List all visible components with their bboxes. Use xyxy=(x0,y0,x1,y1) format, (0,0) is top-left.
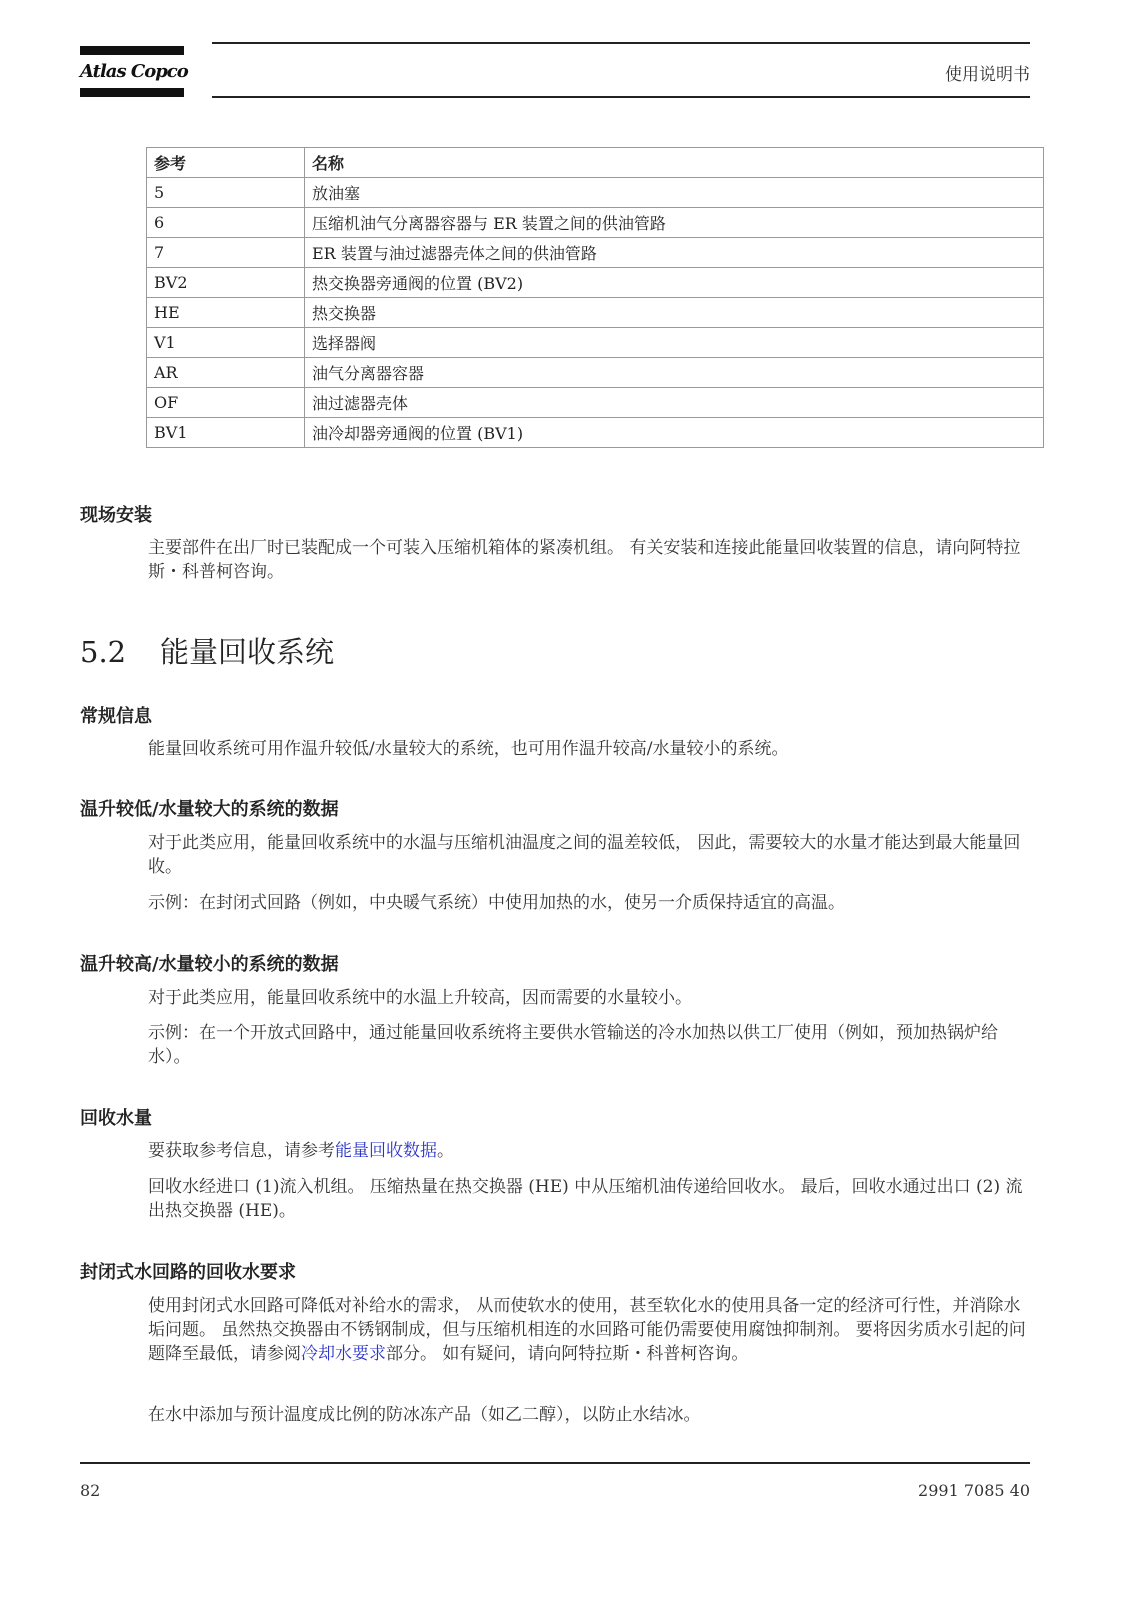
table-header-row xyxy=(147,148,1044,178)
header-title: 使用说明书 xyxy=(945,65,1030,85)
table-cell-ref: V1 xyxy=(147,328,305,358)
closed-loop-text-1-before: 使用封闭式水回路可降低对补给水的需求， 从而使软水的使用，甚至软化水的使用具备一定的经济可行性，并消除水垢问题。 虽然热交换器由不锈钢制成，但与压缩机相连的水回路可能仍需要使用腐蚀抑制剂。 要将因劣质水引起的问题降至最低，请参阅 xyxy=(148,1296,1026,1364)
low-rise-text-2: 示例：在封闭式回路（例如，中央暖气系统）中使用加热的水，使另一介质保持适宜的高温。 xyxy=(148,893,845,913)
table-row xyxy=(147,358,1044,388)
closed-loop-text-2: 在水中添加与预计温度成比例的防冰冻产品（如乙二醇），以防止水结冰。 xyxy=(148,1405,701,1425)
table-cell-name: 选择器阀 xyxy=(305,328,1044,358)
table-cell-name: 放油塞 xyxy=(305,178,1044,208)
header-rule-bottom xyxy=(212,96,1030,98)
table-row xyxy=(147,328,1044,358)
logo-bar-bottom xyxy=(80,88,184,97)
section-number: 5.2 xyxy=(80,635,127,669)
table-header-ref: 参考 xyxy=(147,148,305,178)
table-cell-name: 油过滤器壳体 xyxy=(305,388,1044,418)
table-header-name: 名称 xyxy=(305,148,1044,178)
high-rise-text-2: 示例：在一个开放式回路中，通过能量回收系统将主要供水管输送的冷水加热以供工厂使用（例如，预加热锅炉给水）。 xyxy=(148,1023,998,1067)
cooling-water-requirements-link[interactable]: 冷却水要求 xyxy=(301,1344,386,1364)
recovery-water-text-2: 回收水经进口 (1)流入机组。 压缩热量在热交换器 (HE) 中从压缩机油传递给回收水。 最后，回收水通过出口 (2) 流出热交换器 (HE)。 xyxy=(148,1177,1023,1221)
low-rise-text-1: 对于此类应用，能量回收系统中的水温与压缩机油温度之间的温差较低， 因此，需要较大的水量才能达到最大能量回收。 xyxy=(148,833,1021,877)
site-install-heading: 现场安装 xyxy=(80,505,152,526)
table-row xyxy=(147,388,1044,418)
atlas-copco-logo xyxy=(80,46,188,97)
general-text: 能量回收系统可用作温升较低/水量较大的系统，也可用作温升较高/水量较小的系统。 xyxy=(148,739,789,759)
high-rise-heading: 温升较高/水量较小的系统的数据 xyxy=(80,954,339,975)
table-cell-name: 压缩机油气分离器容器与 ER 装置之间的供油管路 xyxy=(305,208,1044,238)
table-row xyxy=(147,268,1044,298)
table-cell-ref: HE xyxy=(147,298,305,328)
table-cell-name: 油气分离器容器 xyxy=(305,358,1044,388)
table-cell-ref: OF xyxy=(147,388,305,418)
general-heading: 常规信息 xyxy=(80,706,152,727)
site-install-text: 主要部件在出厂时已装配成一个可装入压缩机箱体的紧凑机组。 有关安装和连接此能量回收装置的信息，请向阿特拉斯・科普柯咨询。 xyxy=(148,538,1021,582)
table-row xyxy=(147,418,1044,448)
recovery-water-text-1-before: 要获取参考信息，请参考 xyxy=(148,1141,335,1161)
section-title-text: 能量回收系统 xyxy=(160,635,335,669)
logo-bar-top xyxy=(80,46,184,55)
section-title xyxy=(80,630,334,671)
table-cell-ref: BV2 xyxy=(147,268,305,298)
reference-table xyxy=(146,147,1044,448)
table-cell-ref: 7 xyxy=(147,238,305,268)
table-row xyxy=(147,298,1044,328)
table-cell-name: 热交换器 xyxy=(305,298,1044,328)
footer-rule xyxy=(80,1462,1030,1464)
table-cell-ref: BV1 xyxy=(147,418,305,448)
recovery-water-heading: 回收水量 xyxy=(80,1108,152,1129)
table-cell-ref: 6 xyxy=(147,208,305,238)
closed-loop-text-1 xyxy=(148,1294,1030,1366)
closed-loop-text-1-after: 部分。 如有疑问，请向阿特拉斯・科普柯咨询。 xyxy=(386,1344,749,1364)
table-cell-ref: AR xyxy=(147,358,305,388)
table-row xyxy=(147,208,1044,238)
document-number: 2991 7085 40 xyxy=(918,1481,1030,1500)
table-cell-name: 油冷却器旁通阀的位置 (BV1) xyxy=(305,418,1044,448)
recovery-water-text-1-after: 。 xyxy=(437,1141,454,1161)
energy-recovery-data-link[interactable]: 能量回收数据 xyxy=(335,1141,437,1161)
header-rule-top xyxy=(212,42,1030,44)
table-cell-name: ER 装置与油过滤器壳体之间的供油管路 xyxy=(305,238,1044,268)
page-number: 82 xyxy=(80,1481,101,1500)
table-row xyxy=(147,238,1044,268)
logo-text: Atlas Copco xyxy=(80,61,188,82)
recovery-water-text-1 xyxy=(148,1139,1030,1163)
high-rise-text-1: 对于此类应用，能量回收系统中的水温上升较高，因而需要的水量较小。 xyxy=(148,988,692,1008)
closed-loop-heading: 封闭式水回路的回收水要求 xyxy=(80,1262,296,1283)
table-cell-ref: 5 xyxy=(147,178,305,208)
low-rise-heading: 温升较低/水量较大的系统的数据 xyxy=(80,799,339,820)
table-cell-name: 热交换器旁通阀的位置 (BV2) xyxy=(305,268,1044,298)
table-row xyxy=(147,178,1044,208)
